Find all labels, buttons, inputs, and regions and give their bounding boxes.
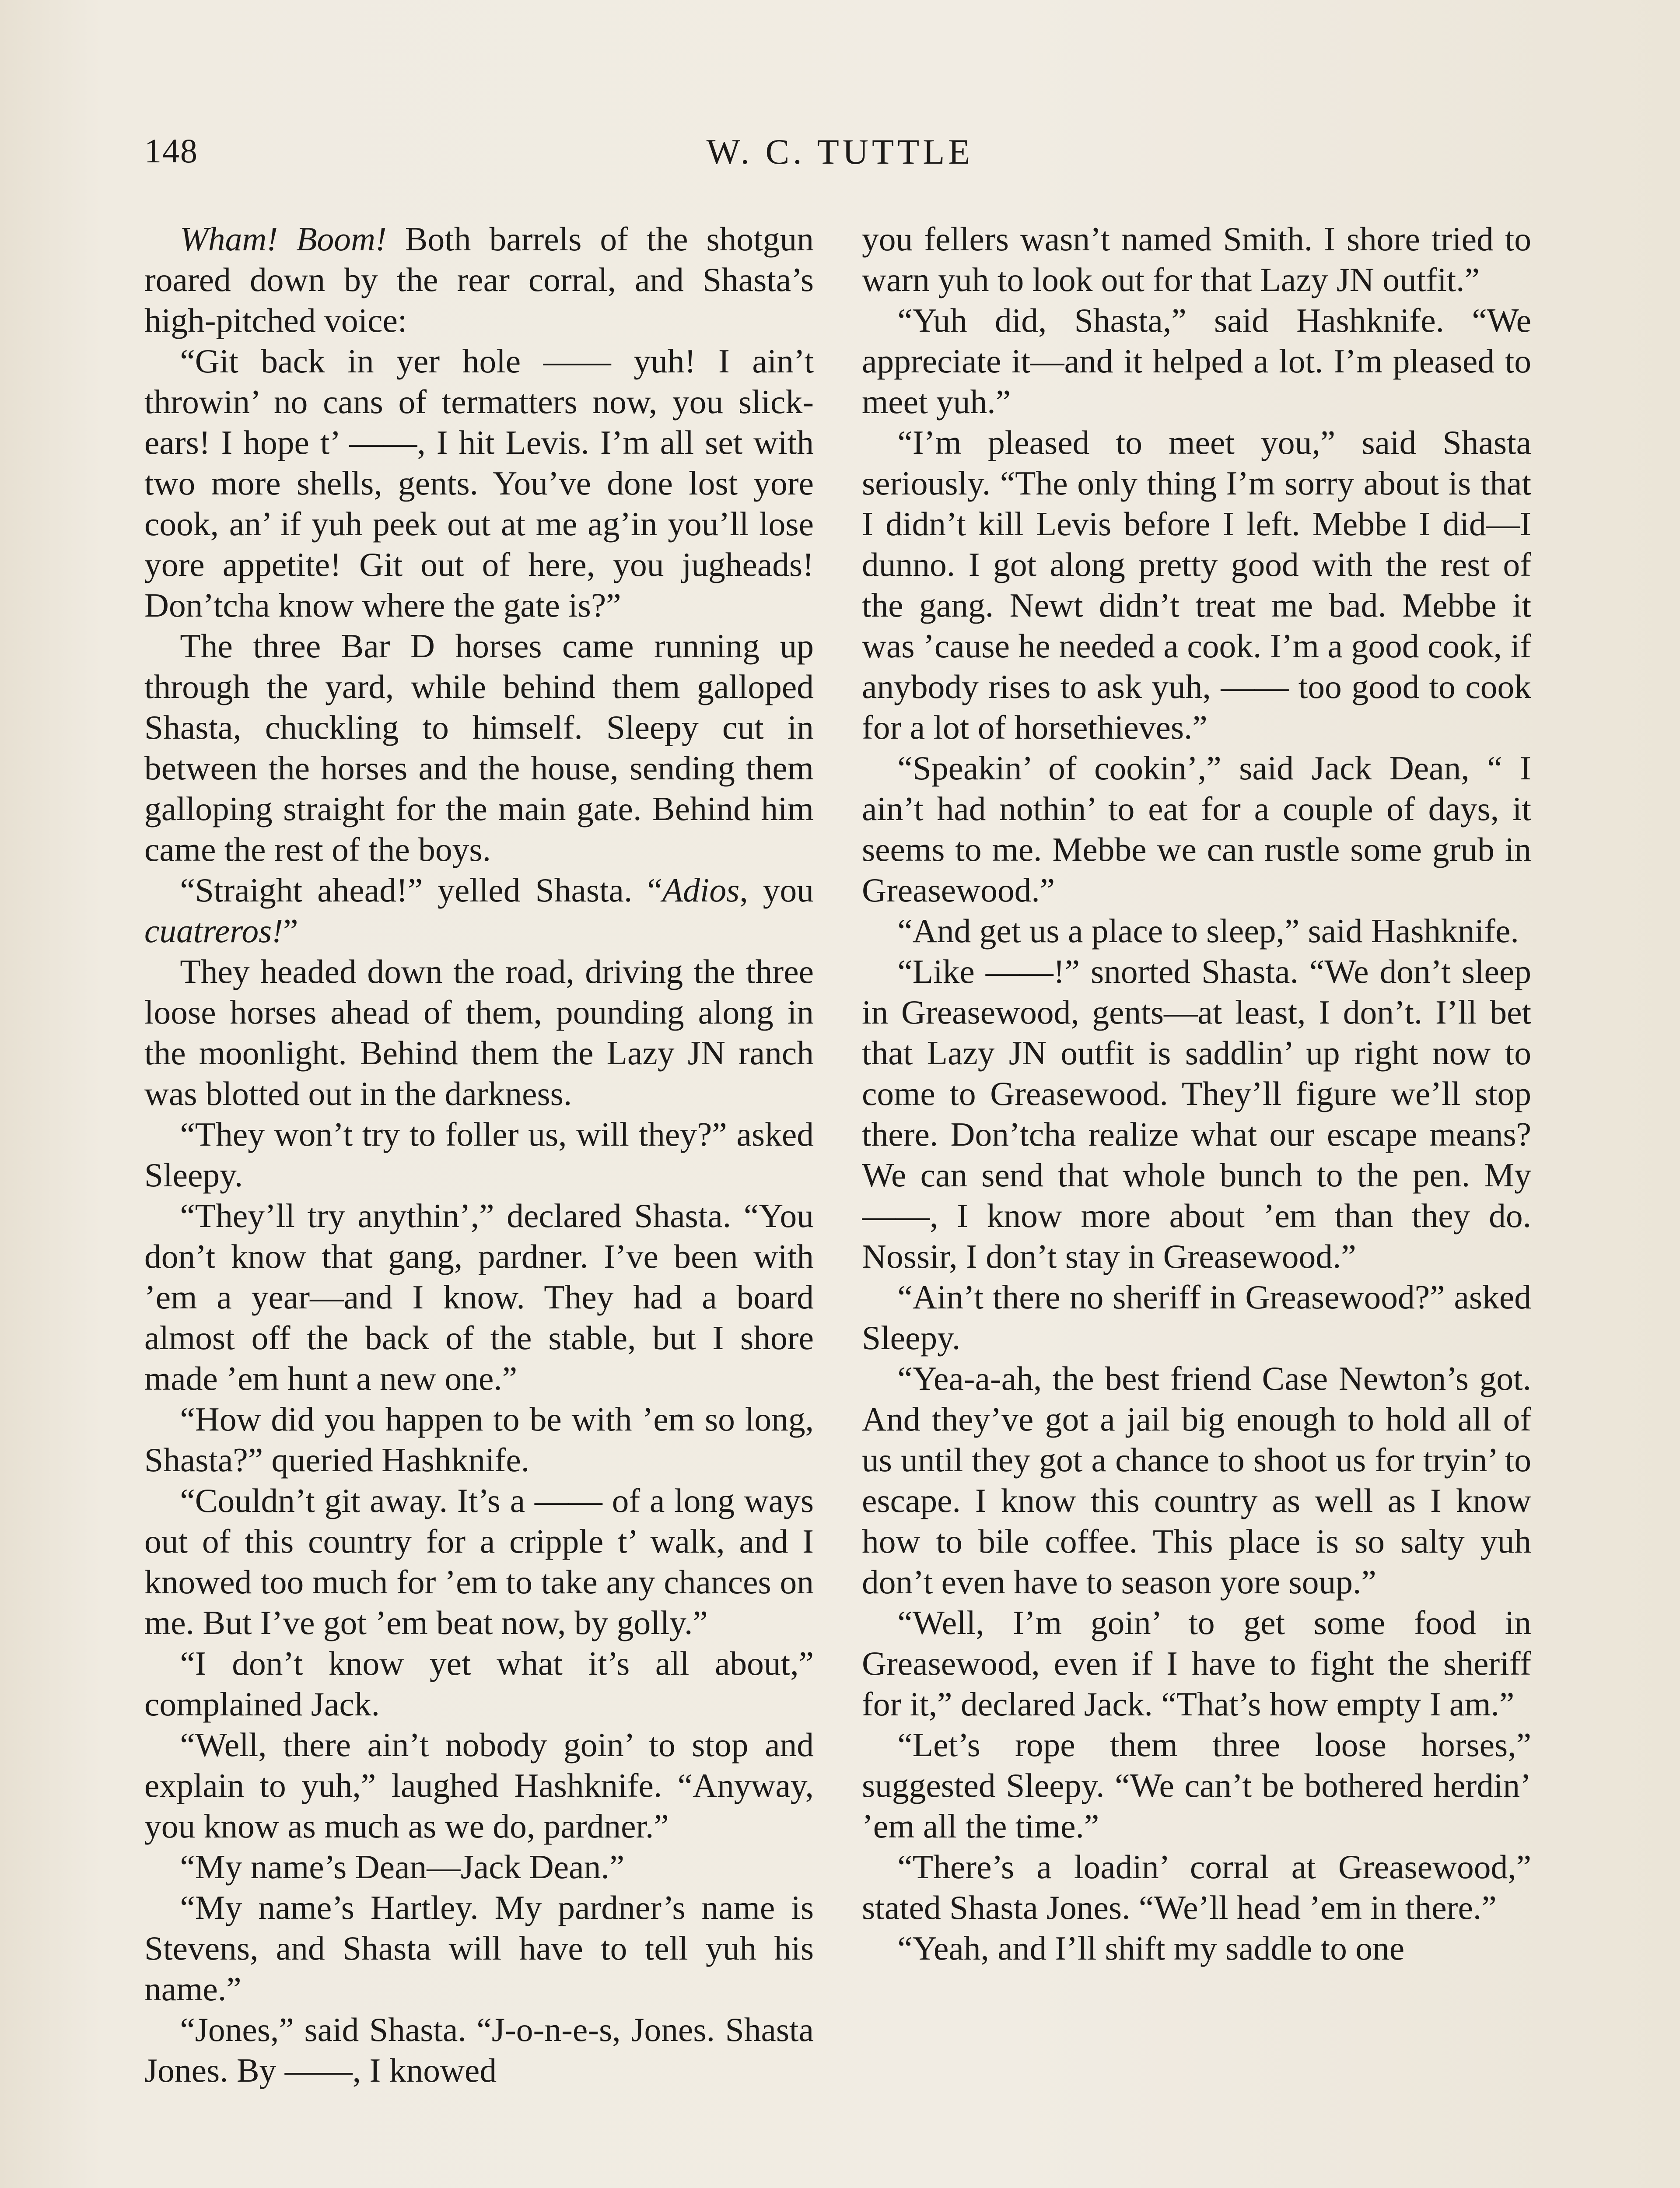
paragraph: [144, 1887, 814, 2009]
text-run: “My name’s Dean—Jack Dean.”: [180, 1848, 625, 1886]
paragraph: [862, 1358, 1531, 1602]
paragraph: [862, 911, 1531, 951]
paragraph: [862, 422, 1531, 748]
paragraph: [862, 951, 1531, 1277]
paragraph: [862, 748, 1531, 911]
text-run: They headed down the road, driving the three loose horses ahead of them, pounding along in the moonlight. Behind them the Lazy JN ranch was blotted out in the darkness.: [144, 953, 814, 1112]
page-header: [144, 131, 1536, 179]
text-run: “Let’s rope them three loose horses,” suggested Sleepy. “We can’t be bothered herdin’ ’em all the time.”: [862, 1726, 1531, 1845]
text-run: “Straight ahead!” yelled Shasta. “: [180, 871, 662, 909]
paragraph: [144, 1643, 814, 1725]
paragraph: [862, 1277, 1531, 1358]
text-run: “There’s a loadin’ corral at Greasewood,” stated Shasta Jones. “We’ll head ’em in there.”: [862, 1848, 1531, 1926]
paragraph: [862, 1928, 1531, 1969]
text-run: “I don’t know yet what it’s all about,” complained Jack.: [144, 1645, 814, 1723]
italic-text: Adios: [662, 871, 740, 909]
italic-text: Wham! Boom!: [180, 220, 387, 258]
text-run: “Like ——!” snorted Shasta. “We don’t sleep in Greasewood, gents—at least, I don’t. I’ll bet that Lazy JN outfit is saddlin’ up right now to come to Greasewood. They’ll figure we’ll stop there. Don’tcha realize what our escape means? We can send that whole bunch to the pen. My ——, I know more about ’em than they do. Nossir, I don’t stay in Greasewood.”: [862, 953, 1531, 1275]
text-run: “Speakin’ of cookin’,” said Jack Dean, “ I ain’t had nothin’ to eat for a couple of days, it seems to me. Mebbe we can rustle some grub in Greasewood.”: [862, 749, 1531, 909]
paragraph: [862, 219, 1531, 300]
paragraph: [144, 1847, 814, 1887]
paragraph: [144, 1480, 814, 1643]
paragraph: [144, 870, 814, 951]
running-head: W. C. TUTTLE: [706, 132, 974, 172]
left-column: [144, 219, 814, 2188]
text-run: , you: [739, 871, 814, 909]
paragraph: [862, 300, 1531, 422]
text-run: “They won’t try to foller us, will they?” asked Sleepy.: [144, 1115, 814, 1194]
text-columns: [144, 219, 1536, 2188]
text-run: “Well, I’m goin’ to get some food in Greasewood, even if I have to fight the sheriff for it,” declared Jack. “That’s how empty I am.”: [862, 1604, 1531, 1723]
text-run: “How did you happen to be with ’em so long, Shasta?” queried Hashknife.: [144, 1400, 814, 1479]
right-column: [862, 219, 1531, 2188]
text-run: “Yeah, and I’ll shift my saddle to one: [897, 1929, 1405, 1967]
paragraph: [144, 1399, 814, 1480]
text-run: “Couldn’t git away. It’s a —— of a long ways out of this country for a cripple t’ walk, and I knowed too much for ’em to take any chances on me. But I’ve got ’em beat now, by golly.”: [144, 1482, 814, 1641]
text-run: “They’ll try anythin’,” declared Shasta. “You don’t know that gang, pardner. I’ve been with ’em a year—and I know. They had a board almost off the back of the stable, but I shore made ’em hunt a new one.”: [144, 1197, 814, 1397]
text-run: “Well, there ain’t nobody goin’ to stop and explain to yuh,” laughed Hashknife. “Anyway, you know as much as we do, pardner.”: [144, 1726, 814, 1845]
text-run: “Ain’t there no sheriff in Greasewood?” asked Sleepy.: [862, 1278, 1531, 1357]
paragraph: [144, 219, 814, 341]
text-run: “My name’s Hartley. My pardner’s name is Stevens, and Shasta will have to tell yuh his name.”: [144, 1889, 814, 2008]
text-run: “Yea-a-ah, the best friend Case Newton’s got. And they’ve got a jail big enough to hold all of us until they got a chance to shoot us for tryin’ to escape. I know this country as well as I know how to bile coffee. This place is so salty yuh don’t even have to season yore soup.”: [862, 1360, 1531, 1601]
paragraph: [144, 1196, 814, 1399]
text-run: ”: [283, 912, 298, 950]
paragraph: [144, 341, 814, 626]
text-run: “I’m pleased to meet you,” said Shasta seriously. “The only thing I’m sorry about is that I didn’t kill Levis before I left. Mebbe I did—I dunno. I got along pretty good with the rest of the gang. Newt didn’t treat me bad. Mebbe it was ’cause he needed a cook. I’m a good cook, if anybody rises to ask yuh, —— too good to cook for a lot of horsethieves.”: [862, 424, 1531, 746]
paragraph: [862, 1602, 1531, 1725]
text-run: The three Bar D horses came running up through the yard, while behind them galloped Shasta, chuckling to himself. Sleepy cut in between the horses and the house, sending them galloping straight for the main gate. Behind him came the rest of the boys.: [144, 627, 814, 868]
paragraph: [862, 1847, 1531, 1928]
paragraph: [862, 1725, 1531, 1847]
text-run: “And get us a place to sleep,” said Hashknife.: [897, 912, 1519, 950]
page-number: 148: [144, 132, 198, 170]
text-run: “Jones,” said Shasta. “J-o-n-e-s, Jones. Shasta Jones. By ——, I knowed: [144, 2011, 814, 2089]
paragraph: [144, 1114, 814, 1196]
italic-text: cuatreros!: [144, 912, 284, 950]
text-run: you fellers wasn’t named Smith. I shore tried to warn yuh to look out for that Lazy JN outfit.”: [862, 220, 1531, 298]
paragraph: [144, 1725, 814, 1847]
text-run: “Git back in yer hole —— yuh! I ain’t throwin’ no cans of termatters now, you slick-ears! I hope t’ ——, I hit Levis. I’m all set with two more shells, gents. You’ve done lost yore cook, an’ if yuh peek out at me ag’in you’ll lose yore appetite! Git out of here, you jugheads! Don’tcha know where the gate is?”: [144, 342, 814, 624]
paragraph: [144, 951, 814, 1114]
paragraph: [144, 626, 814, 870]
paragraph: [144, 2009, 814, 2091]
text-run: Both barrels of the shotgun roared down by the rear corral, and Shasta’s high-pitched voice:: [144, 220, 814, 339]
text-run: “Yuh did, Shasta,” said Hashknife. “We appreciate it—and it helped a lot. I’m pleased to meet yuh.”: [862, 302, 1531, 421]
